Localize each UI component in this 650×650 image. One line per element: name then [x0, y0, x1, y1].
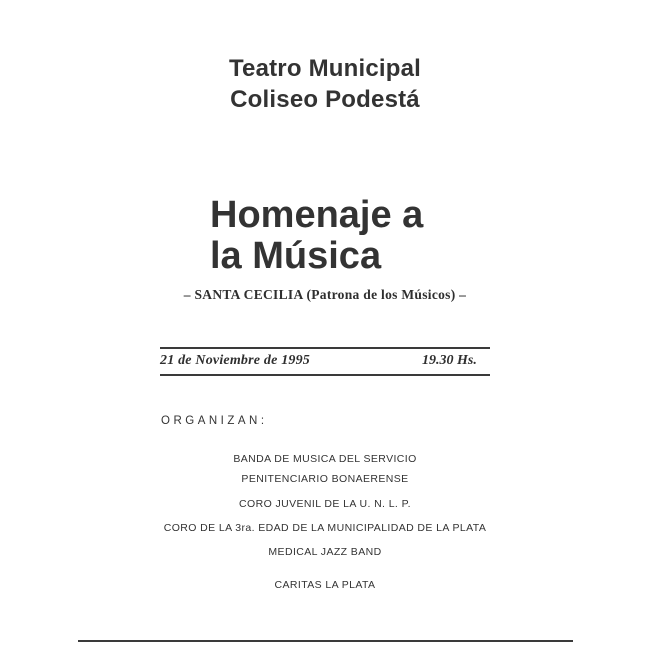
organizer-line: CORO DE LA 3ra. EDAD DE LA MUNICIPALIDAD DE LA PLATA	[163, 522, 487, 534]
venue-name-line-1: Teatro Municipal	[228, 55, 422, 82]
organizers-label: ORGANIZAN:	[161, 415, 268, 427]
organizer-line: BANDA DE MUSICA DEL SERVICIO	[233, 453, 417, 465]
organizer-line: MEDICAL JAZZ BAND	[268, 546, 382, 558]
event-date: 21 de Noviembre de 1995	[160, 353, 311, 368]
date-divider-top	[160, 347, 490, 349]
organizer-line: PENITENCIARIO BONAERENSE	[241, 473, 409, 485]
event-title-line-1: Homenaje a	[210, 194, 424, 236]
organizer-line: CORO JUVENIL DE LA U. N. L. P.	[239, 498, 411, 510]
event-time: 19.30 Hs.	[422, 353, 477, 368]
page-bottom-rule	[78, 640, 573, 642]
organizer-line: CARITAS LA PLATA	[274, 579, 376, 591]
event-subtitle: – SANTA CECILIA (Patrona de los Músicos) –	[183, 287, 467, 302]
date-divider-bottom	[160, 374, 490, 376]
event-title-line-2: la Música	[210, 235, 382, 277]
venue-name-line-2: Coliseo Podestá	[230, 86, 420, 113]
